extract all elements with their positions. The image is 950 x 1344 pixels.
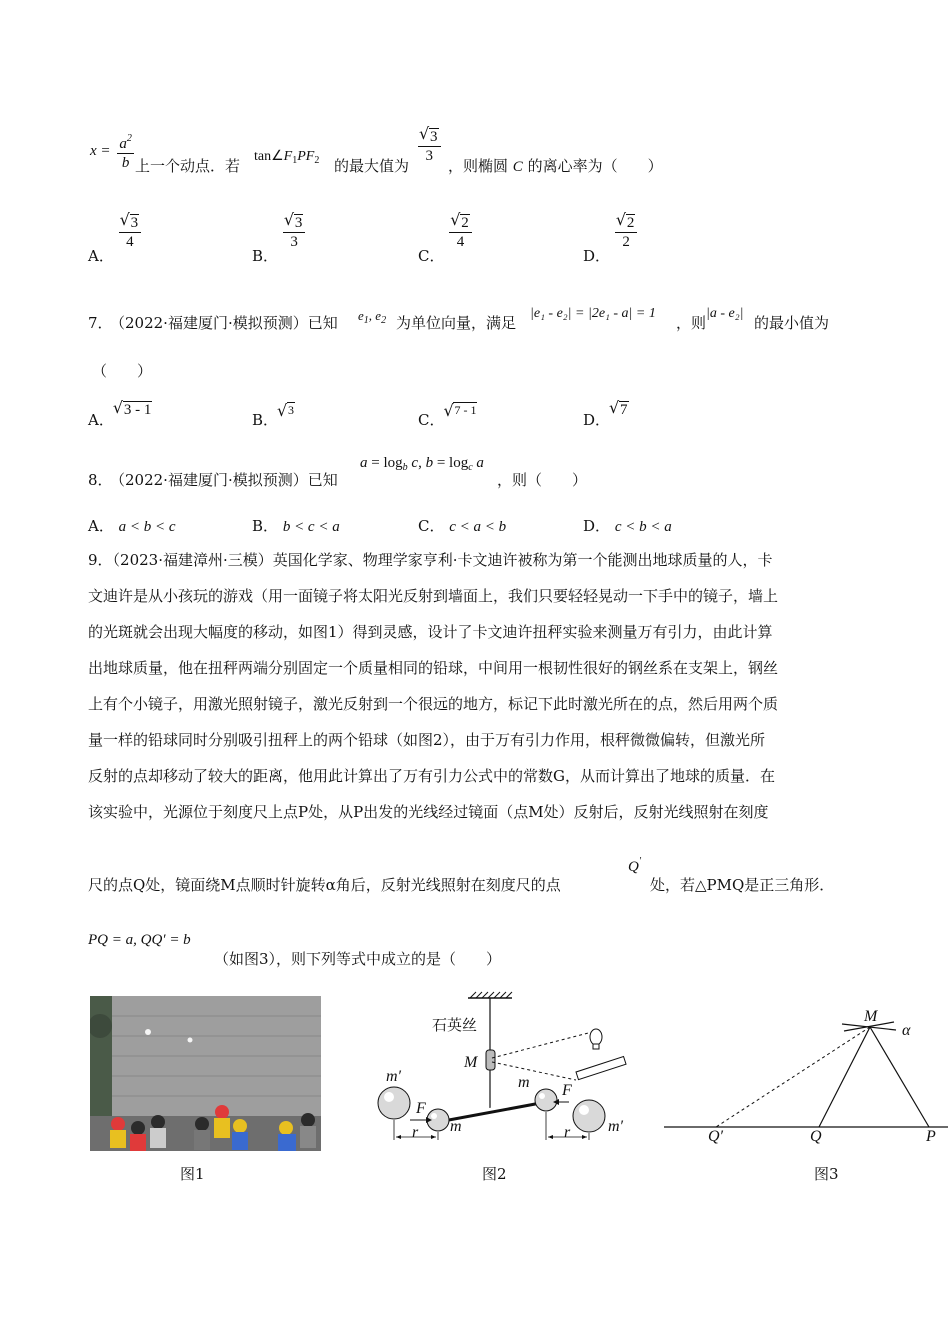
label-F-right: F [562,1082,572,1099]
mirror [486,1050,495,1070]
wall-photo-image [90,996,321,1151]
q6-tan-expression: $\tan\angle F_1PF_2$ [254,149,320,166]
label-m-prime-left: m′ [386,1068,402,1085]
q7-expression: |a - e₂| [706,306,744,321]
q8-option-b[interactable]: B． b < c < a [252,517,340,535]
q7-option-c[interactable]: C．√ 7 - 1 [418,398,477,419]
q9-line: 出地球质量，他在扭秤两端分别固定一个质量相同的铅球，中间用一根韧性很好的钢丝系在支架上，钢丝 [88,659,779,677]
q6-option-b[interactable]: B． √ $\frac{3}{3}$ [252,213,305,251]
label-alpha: α [902,1022,911,1039]
q6-x-expression: x = $\frac{a^2}{b}$ [90,130,134,172]
figure-3-diagram [664,1000,948,1150]
q8-text: ，则（ ） [497,471,588,489]
q8-source: （2022·福建厦门·模拟预测）已知 [110,471,338,489]
label-m-right: m [518,1074,530,1091]
label-r-right: r [564,1124,571,1141]
q7-option-d[interactable]: D．√ 7 [583,398,629,419]
label-r-left: r [412,1124,419,1141]
figure-2-caption: 图2 [482,1165,507,1183]
q9-line: 9．（2023·福建漳州·三模）英国化学家、物理学家亨利·卡文迪许被称为第一个能测出地球质量的人，卡 [88,551,773,569]
q7-answer-paren: （ ） [92,362,153,380]
figure-1-photo [90,996,321,1151]
label-P: P [926,1128,936,1145]
q7-text2: ，则 [676,314,707,332]
label-M: M [464,1054,478,1071]
label-M: M [864,1008,878,1025]
q8-number: 8． [88,471,113,489]
q7-text1: 为单位向量，满足 [396,314,517,332]
q7-number: 7． [88,314,113,332]
scale-ruler [576,1057,626,1080]
label-m-left: m [450,1118,462,1135]
torsion-balance-svg [370,990,640,1155]
label-F-left: F [416,1100,426,1117]
q8-option-c[interactable]: C． c < a < b [418,517,507,535]
q9-line: 的光斑就会出现大幅度的移动，如图1）得到灵感，设计了卡文迪许扭秤实验来测量万有引力，由此计算 [88,623,773,641]
q8-option-d[interactable]: D． c < b < a [583,517,672,535]
q7-vectors: $e_1$, $e_2$ [358,308,387,326]
q9-q-prime: Q′ [628,856,642,875]
q9-line: 量一样的铅球同时分别吸引扭秤上的两个铅球（如图2），由于万有引力作用，根秤微微偏转，但激光所 [88,731,766,749]
q9-line: 上有个小镜子，用激光照射镜子，激光反射到一个很远的地方，标记下此时激光所在的点，然后用两个质 [88,695,779,713]
q7-condition: |e₁ - e₂| = |2e₁ - a| = 1 [530,306,656,321]
big-ball-left [378,1087,410,1119]
q9-line: 文迪许是从小孩玩的游戏（用一面镜子将太阳光反射到墙面上，我们只要轻轻晃动一下手中的镜子，墙上 [88,587,779,605]
label-quartz-wire: 石英丝 [432,1016,478,1034]
q8-condition: $a = \log_b c$, $b = \log_c a$ [360,455,484,473]
q9-line-10: （如图3），则下列等式中成立的是（ ） [214,950,502,968]
figure-3-caption: 图3 [814,1165,839,1183]
q9-line-9a: 尺的点Q处，镜面绕M点顺时针旋转α角后，反射光线照射在刻度尺的点 [88,876,561,894]
figure-2-diagram [370,990,640,1155]
q7-option-b[interactable]: B．√ 3 [252,398,295,419]
label-m-prime-right: m′ [608,1118,624,1135]
q6-option-d[interactable]: D． √ $\frac{2}{2}$ [583,213,637,251]
q9-condition: PQ = a, QQ′ = b [88,932,191,948]
q7-source: （2022·福建厦门·模拟预测）已知 [110,314,338,332]
q7-text3: 的最小值为 [754,314,830,332]
q9-paragraph [88,542,888,830]
small-ball-right [535,1089,557,1111]
q9-line: 反射的点却移动了较大的距离，他用此计算出了万有引力公式中的常数G，从而计算出了地球的质量．在 [88,767,775,785]
q6-max-fraction: √ $\frac{3}{3}$ [418,127,441,165]
q6-option-c[interactable]: C． √ $\frac{2}{4}$ [418,213,472,251]
label-Q: Q [810,1128,822,1145]
lamp-icon [590,1029,602,1045]
label-Q-prime: Q′ [708,1128,724,1145]
q6-text3: ，则椭圆 C 的离心率为（ ） [448,157,663,175]
q9-line: 该实验中，光源位于刻度尺上点P处，从P出发的光线经过镜面（点M处）反射后，反射光线照射在刻度 [88,803,769,821]
q6-text2: 的最大值为 [334,157,410,175]
q8-option-a[interactable]: A． a < b < c [88,517,176,535]
q6-option-a[interactable]: A． √ $\frac{3}{4}$ [88,213,141,251]
figure-1-caption: 图1 [180,1165,205,1183]
q6-text1: 上一个动点．若 [135,157,241,175]
big-ball-right [573,1100,605,1132]
q7-option-a[interactable]: A．√ 3 - 1 [88,398,152,419]
q9-line-9b: 处，若△PMQ是正三角形． [650,876,835,894]
